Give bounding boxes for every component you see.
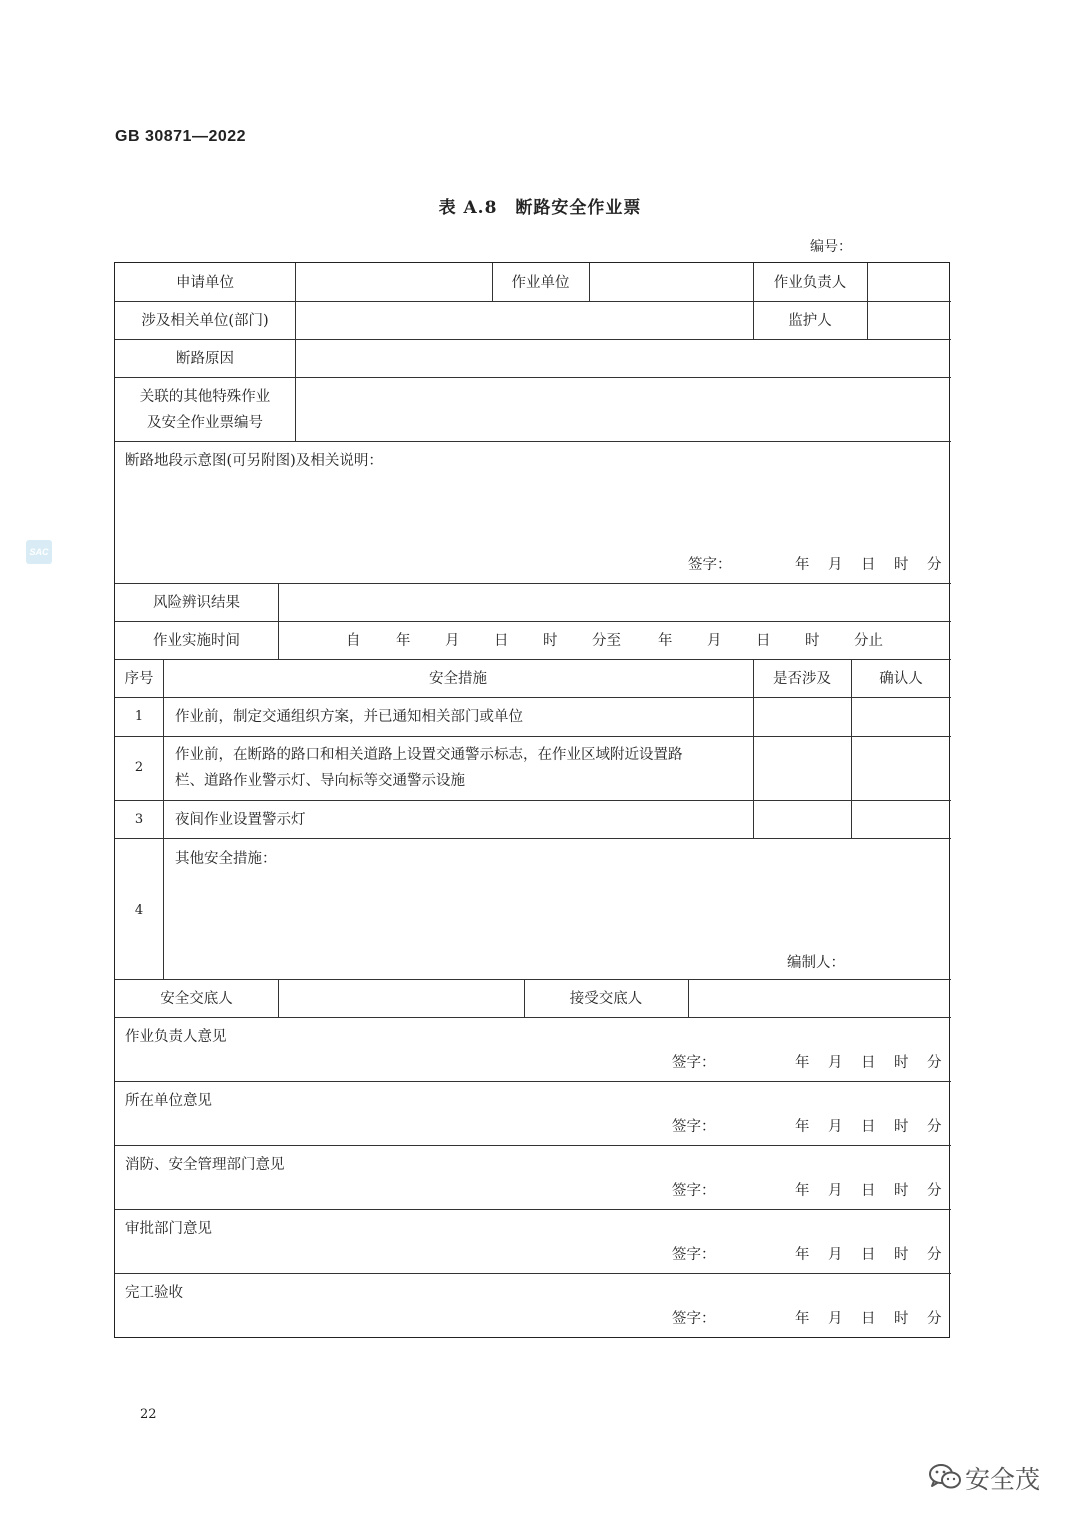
- opinion-approval-minute: 分: [927, 1247, 942, 1263]
- measure-1-confirmer[interactable]: [852, 697, 950, 736]
- guardian-field[interactable]: [868, 301, 950, 339]
- apply-unit-field[interactable]: [296, 263, 492, 301]
- measure-2-line1: 作业前，在断路的路口和相关道路上设置交通警示标志，在作业区域附近设置路: [175, 747, 683, 763]
- measure-2-involved[interactable]: [754, 736, 851, 800]
- related-permit-field[interactable]: [296, 377, 950, 441]
- col-measure-header: 安全措施: [429, 671, 487, 687]
- wechat-icon: [928, 1463, 962, 1495]
- measure-2-line2: 栏、道路作业警示灯、导向标等交通警示设施: [175, 773, 465, 789]
- work-leader-field[interactable]: [868, 263, 950, 301]
- opinion-leader-day: 日: [861, 1055, 876, 1071]
- completion-hour: 时: [894, 1311, 909, 1327]
- measure-1-involved[interactable]: [754, 697, 851, 736]
- opinion-leader-sign: 签字：: [672, 1055, 716, 1071]
- opinion-leader-year: 年: [795, 1055, 810, 1071]
- apply-unit-label: 申请单位: [176, 275, 234, 291]
- period-minute-end: 分止: [854, 633, 883, 649]
- opinion-unit-sign: 签字：: [672, 1119, 716, 1135]
- compiler-label: 编制人：: [787, 955, 845, 971]
- diagram-sign-minute: 分: [927, 557, 942, 573]
- handover-giver-label: 安全交底人: [160, 991, 233, 1007]
- completion-minute: 分: [927, 1311, 942, 1327]
- col-involved-header: 是否涉及: [773, 671, 831, 687]
- opinion-fire-safety-label: 消防、安全管理部门意见: [125, 1157, 285, 1173]
- work-permit-form: [114, 262, 950, 1338]
- opinion-leader-month: 月: [828, 1055, 843, 1071]
- work-unit-field[interactable]: [590, 263, 753, 301]
- handover-receiver-label: 接受交底人: [569, 991, 643, 1007]
- page-number: 22: [140, 1407, 157, 1422]
- period-month: 月: [445, 633, 460, 649]
- opinion-unit-hour: 时: [894, 1119, 909, 1135]
- guardian-label: 监护人: [788, 313, 832, 329]
- measure-3-text: 夜间作业设置警示灯: [175, 812, 306, 828]
- opinion-approval-sign: 签字：: [672, 1247, 716, 1263]
- opinion-fire-safety-minute: 分: [927, 1183, 942, 1199]
- opinion-approval-year: 年: [795, 1247, 810, 1263]
- col-confirmer-header: 确认人: [879, 671, 923, 687]
- opinion-unit-month: 月: [828, 1119, 843, 1135]
- measure-2-no: 2: [134, 760, 144, 775]
- diagram-sign-month: 月: [828, 557, 843, 573]
- work-period-label: 作业实施时间: [153, 633, 240, 649]
- opinion-fire-safety-month: 月: [828, 1183, 843, 1199]
- diagram-sign-day: 日: [861, 557, 876, 573]
- opinion-leader-label: 作业负责人意见: [125, 1029, 227, 1045]
- measure-3-no: 3: [134, 812, 144, 827]
- opinion-unit-minute: 分: [927, 1119, 942, 1135]
- period-minute-to: 分至: [592, 633, 621, 649]
- period-day: 日: [494, 633, 509, 649]
- brand-name: 安全茂: [965, 1465, 1041, 1494]
- measure-1-text: 作业前，制定交通组织方案，并已通知相关部门或单位: [175, 709, 523, 725]
- period-hour-end: 时: [805, 633, 820, 649]
- related-permit-label-line2: 及安全作业票编号: [147, 415, 263, 431]
- diagram-sign-label: 签字：: [688, 557, 732, 573]
- opinion-fire-safety-year: 年: [795, 1183, 810, 1199]
- measure-2-text: [175, 742, 683, 794]
- related-unit-field[interactable]: [296, 301, 753, 339]
- measure-3-involved[interactable]: [754, 800, 851, 838]
- related-unit-label: 涉及相关单位(部门): [141, 313, 269, 329]
- completion-year: 年: [795, 1311, 810, 1327]
- completion-sign: 签字：: [672, 1311, 716, 1327]
- completion-month: 月: [828, 1311, 843, 1327]
- opinion-fire-safety-hour: 时: [894, 1183, 909, 1199]
- reason-label: 断路原因: [176, 351, 234, 367]
- completion-day: 日: [861, 1311, 876, 1327]
- sac-watermark-icon: SAC: [26, 540, 52, 564]
- measure-4-no: 4: [134, 903, 144, 918]
- risk-result-label: 风险辨识结果: [153, 595, 240, 611]
- handover-giver-field[interactable]: [279, 979, 524, 1017]
- diagram-sign-hour: 时: [894, 557, 909, 573]
- reason-field[interactable]: [296, 339, 950, 377]
- table-number: 表 A.8: [438, 198, 498, 218]
- period-day-end: 日: [756, 633, 771, 649]
- opinion-leader-minute: 分: [927, 1055, 942, 1071]
- opinion-unit-year: 年: [795, 1119, 810, 1135]
- table-name: 断路安全作业票: [515, 198, 642, 218]
- related-permit-label-line1: 关联的其他特殊作业: [139, 389, 271, 405]
- diagram-sign-year: 年: [795, 557, 810, 573]
- opinion-approval-label: 审批部门意见: [125, 1221, 212, 1237]
- col-no-header: 序号: [124, 671, 154, 687]
- measure-1-no: 1: [134, 709, 144, 724]
- opinion-fire-safety-day: 日: [861, 1183, 876, 1199]
- measure-3-confirmer[interactable]: [852, 800, 950, 838]
- period-year-end: 年: [658, 633, 673, 649]
- related-permit-label: [115, 384, 295, 436]
- period-from: 自: [346, 633, 361, 649]
- opinion-unit-day: 日: [861, 1119, 876, 1135]
- risk-result-field[interactable]: [279, 583, 950, 621]
- completion-label: 完工验收: [125, 1285, 183, 1301]
- diagram-label: 断路地段示意图(可另附图)及相关说明：: [125, 453, 383, 469]
- table-title: [0, 193, 1080, 218]
- period-year: 年: [396, 633, 411, 649]
- standard-number: GB 30871—2022: [115, 128, 247, 145]
- opinion-approval-month: 月: [828, 1247, 843, 1263]
- opinion-approval-day: 日: [861, 1247, 876, 1263]
- opinion-unit-label: 所在单位意见: [125, 1093, 212, 1109]
- opinion-leader-hour: 时: [894, 1055, 909, 1071]
- measure-4-text: 其他安全措施：: [175, 851, 277, 867]
- opinion-fire-safety-sign: 签字：: [672, 1183, 716, 1199]
- opinion-approval-hour: 时: [894, 1247, 909, 1263]
- serial-number-label: 编号：: [810, 239, 852, 255]
- measure-2-confirmer[interactable]: [852, 736, 950, 800]
- handover-receiver-field[interactable]: [689, 979, 950, 1017]
- work-leader-label: 作业负责人: [773, 275, 847, 291]
- period-hour: 时: [543, 633, 558, 649]
- period-month-end: 月: [707, 633, 722, 649]
- work-unit-label: 作业单位: [511, 275, 570, 291]
